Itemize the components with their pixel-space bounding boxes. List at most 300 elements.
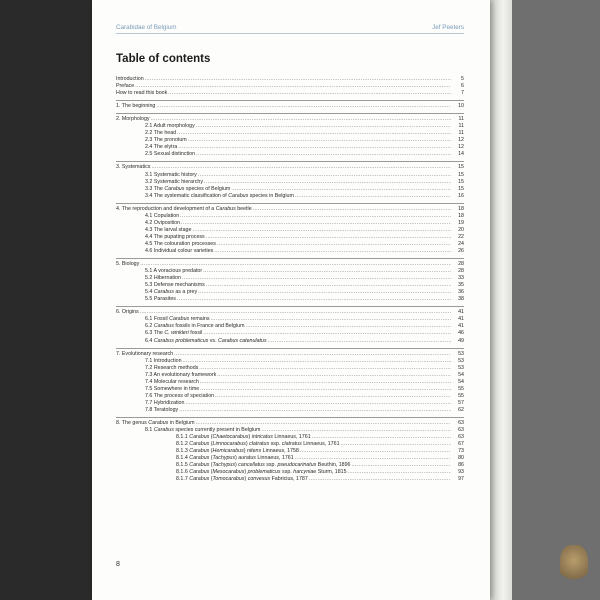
italic-text: clatratus	[281, 441, 302, 448]
toc-entry-page: 63	[458, 434, 464, 441]
dot-leader	[135, 83, 451, 90]
dot-leader	[352, 462, 452, 469]
toc-entry	[116, 172, 464, 179]
text: fossil	[188, 330, 203, 337]
text: 8.1	[145, 427, 154, 434]
toc-entry-label	[116, 275, 181, 282]
italic-text: problematicus	[247, 469, 281, 476]
text: 5. Biology	[116, 261, 140, 268]
toc-entry	[116, 203, 464, 213]
toc-entry	[116, 365, 464, 372]
toc-entry-label	[116, 116, 150, 123]
toc-entry-page: 53	[458, 357, 464, 364]
text: 4.2 Oviposition	[145, 219, 181, 226]
toc-entry-page: 53	[458, 350, 464, 357]
toc-entry	[116, 441, 464, 448]
italic-text: Chaetocarabus	[212, 434, 249, 441]
toc-entry-label	[116, 455, 294, 462]
toc-entry-label	[116, 103, 155, 110]
toc-entry-label	[116, 137, 187, 144]
text: in Belgium	[168, 419, 195, 426]
toc-entry-label	[116, 151, 195, 158]
toc-entry	[116, 137, 464, 144]
toc-entry	[116, 316, 464, 323]
dot-leader	[168, 90, 451, 97]
dot-leader	[312, 434, 451, 441]
italic-text: clatratus	[249, 441, 270, 448]
toc-entry-label	[116, 90, 167, 97]
dot-leader	[253, 206, 451, 213]
italic-text: Carabus	[189, 476, 210, 483]
toc-entry	[116, 476, 464, 483]
italic-text: Mesocarabus	[212, 469, 245, 476]
toc-entry-label	[116, 379, 199, 386]
dot-leader	[185, 400, 451, 407]
text: Preface	[116, 83, 135, 90]
dot-leader	[210, 316, 451, 323]
dot-leader	[206, 282, 451, 289]
toc-entry-page: 38	[458, 296, 464, 303]
toc-entry	[116, 213, 464, 220]
toc-entry	[116, 144, 464, 151]
text: 7. Evolutionary research	[116, 350, 174, 357]
toc-entry-label	[116, 386, 199, 393]
italic-text: Carabus catenulatus	[218, 337, 267, 344]
toc-entry	[116, 90, 464, 97]
toc-entry-page: 41	[458, 316, 464, 323]
text: 4.4 The pupating process	[145, 233, 205, 240]
text: 1. The beginning	[116, 103, 156, 110]
toc-entry-page: 15	[458, 171, 464, 178]
text: 8. The genus	[116, 419, 149, 426]
toc-entry-page: 41	[458, 309, 464, 316]
dot-leader	[181, 220, 451, 227]
text: 6.1 Fossil	[145, 316, 170, 323]
toc-entry	[116, 338, 464, 345]
toc-entry-page: 28	[458, 268, 464, 275]
toc-entry-label	[116, 407, 178, 414]
toc-entry-page: 5	[461, 76, 464, 82]
text: species of Belgium	[184, 185, 231, 192]
text: (	[209, 469, 213, 476]
italic-text: Carabus	[189, 469, 210, 476]
dot-leader	[174, 351, 451, 358]
dot-leader	[183, 358, 451, 365]
toc-entry-page: 14	[458, 151, 464, 158]
toc-entry-page: 46	[458, 330, 464, 337]
text: 3. Systematics	[116, 164, 151, 171]
dot-leader	[198, 172, 451, 179]
toc-entry-page: 63	[458, 419, 464, 426]
toc-entry-label	[116, 351, 173, 358]
text: 7.7 Hybridization	[145, 399, 185, 406]
toc-entry-page: 11	[458, 123, 464, 130]
italic-text: convexus	[247, 476, 271, 483]
italic-text: Carabus	[228, 192, 249, 199]
dot-leader	[206, 234, 451, 241]
toc-entry-page: 11	[458, 116, 464, 123]
text: fossils in France and Belgium	[173, 323, 245, 330]
italic-text: nitens	[247, 448, 262, 455]
text: )	[244, 476, 248, 483]
dot-leader	[182, 275, 451, 282]
toc-entry	[116, 186, 464, 193]
text: as a prey	[173, 289, 198, 296]
background-left	[0, 0, 92, 600]
toc-entry-page: 41	[458, 323, 464, 330]
toc-entry-page: 6	[461, 83, 464, 90]
toc-entry-page: 15	[458, 178, 464, 185]
dot-leader	[177, 296, 451, 303]
toc-entry	[116, 161, 464, 171]
dot-leader	[188, 137, 451, 144]
text: 2.1 Adult morphology	[145, 123, 195, 130]
dot-leader	[196, 123, 451, 130]
toc-entry-label	[116, 462, 351, 469]
table-of-contents	[116, 76, 464, 483]
dot-leader	[341, 441, 451, 448]
text: )	[235, 455, 239, 462]
text: beetle	[235, 205, 252, 212]
italic-text: Carabus	[153, 323, 174, 330]
toc-entry-page: 28	[458, 261, 464, 268]
toc-entry-page: 53	[458, 364, 464, 371]
toc-entry-label	[116, 213, 179, 220]
toc-entry	[116, 455, 464, 462]
text: 5.2 Hibernation	[145, 275, 181, 282]
dot-leader	[204, 179, 451, 186]
toc-entry	[116, 227, 464, 234]
text: 3.1 Systematic history	[145, 171, 197, 178]
toc-entry-label	[116, 193, 294, 200]
toc-entry-label	[116, 76, 144, 83]
text: 5.4	[145, 289, 154, 296]
toc-entry-page: 62	[458, 406, 464, 413]
text: 7.3 An evolutionary framework	[145, 371, 217, 378]
text: 6.3 The	[145, 330, 165, 337]
toc-entry	[116, 379, 464, 386]
toc-entry-label	[116, 358, 182, 365]
toc-entry	[116, 434, 464, 441]
toc-entry-label	[116, 338, 267, 345]
italic-text: Tachypus	[212, 455, 236, 462]
toc-entry-label	[116, 420, 195, 427]
toc-entry-label	[116, 372, 216, 379]
toc-entry	[116, 193, 464, 200]
toc-entry-page: 18	[458, 205, 464, 212]
toc-entry-label	[116, 268, 202, 275]
toc-entry-label	[116, 309, 139, 316]
toc-entry-page: 18	[458, 212, 464, 219]
text: 4.6 Individual colour varieties	[145, 247, 214, 254]
italic-text: Carabus	[153, 289, 174, 296]
text: )	[235, 462, 239, 469]
text: 8.1.3	[176, 448, 190, 455]
toc-entry-label	[116, 316, 209, 323]
italic-text: Carabus	[189, 455, 210, 462]
italic-text: cancellatus	[238, 462, 265, 469]
toc-entry	[116, 358, 464, 365]
running-header	[116, 24, 464, 34]
dot-leader	[300, 448, 451, 455]
dot-leader	[200, 379, 451, 386]
toc-entry-page: 97	[458, 476, 464, 483]
toc-entry-label	[116, 427, 260, 434]
toc-entry	[116, 448, 464, 455]
text: Beuthin, 1896	[316, 462, 351, 469]
italic-text: auratus	[238, 455, 256, 462]
toc-entry	[116, 282, 464, 289]
italic-text: pseudocarinatus	[277, 462, 317, 469]
toc-entry-label	[116, 234, 205, 241]
italic-text: C. winkleri	[164, 330, 189, 337]
toc-entry-page: 63	[458, 427, 464, 434]
toc-entry-page: 15	[458, 164, 464, 171]
toc-entry-page: 49	[458, 337, 464, 344]
toc-entry	[116, 123, 464, 130]
text: species in Belgium	[248, 192, 294, 199]
dot-leader	[246, 323, 451, 330]
italic-text: Carabus	[189, 434, 210, 441]
dot-leader	[268, 338, 451, 345]
toc-entry-page: 54	[458, 378, 464, 385]
toc-entry	[116, 179, 464, 186]
toc-entry-page: 73	[458, 448, 464, 455]
toc-entry-page: 19	[458, 219, 464, 226]
toc-entry-label	[116, 248, 213, 255]
dot-leader	[214, 248, 451, 255]
text: 6.4	[145, 337, 154, 344]
text: 3.3 The	[145, 185, 165, 192]
italic-text: Carabus	[215, 205, 236, 212]
text: 4.5 The colouration processes	[145, 240, 216, 247]
dot-leader	[196, 151, 451, 158]
italic-text: Carabus	[189, 441, 210, 448]
italic-text: Limnocarabus	[212, 441, 246, 448]
toc-entry-label	[116, 434, 311, 441]
text: species currently present in Belgium	[173, 427, 261, 434]
dot-leader	[145, 76, 451, 83]
toc-entry-page: 35	[458, 282, 464, 289]
italic-text: Carabus	[153, 427, 174, 434]
dot-leader	[196, 420, 451, 427]
toc-entry-label	[116, 241, 216, 248]
toc-entry-label	[116, 206, 252, 213]
dot-leader	[180, 213, 451, 220]
text: 2.3 The pronotum	[145, 137, 187, 144]
toc-entry-page: 20	[458, 226, 464, 233]
toc-entry	[116, 130, 464, 137]
toc-entry-label	[116, 330, 202, 337]
background-right	[512, 0, 600, 600]
text: Linnaeus, 1761	[255, 455, 294, 462]
text: )	[243, 448, 248, 455]
toc-entry-page: 80	[458, 455, 464, 462]
toc-entry-page: 12	[458, 137, 464, 144]
text: remains	[189, 316, 210, 323]
toc-entry-page: 10	[458, 103, 464, 110]
toc-entry	[116, 417, 464, 427]
pharaoh-logo-icon	[560, 545, 588, 583]
text: 4.1 Copulation	[145, 212, 180, 219]
toc-entry-page: 33	[458, 275, 464, 282]
dot-leader	[177, 130, 451, 137]
text: (	[209, 462, 213, 469]
text: 2.5 Sexual distinction	[145, 151, 196, 158]
text: 5.3 Defense mechanisms	[145, 282, 205, 289]
text: )	[244, 469, 248, 476]
italic-text: intricatus	[251, 434, 273, 441]
toc-entry-page: 36	[458, 289, 464, 296]
toc-entry	[116, 76, 464, 83]
text: (	[209, 455, 213, 462]
dot-leader	[295, 193, 451, 200]
italic-text: Hemicarabus	[212, 448, 244, 455]
text: (	[209, 441, 213, 448]
text: 2.2 The head	[145, 130, 177, 137]
toc-entry	[116, 323, 464, 330]
toc-entry-page: 11	[458, 130, 464, 137]
toc-entry-page: 12	[458, 144, 464, 151]
toc-entry-page: 55	[458, 385, 464, 392]
toc-entry-label	[116, 393, 214, 400]
dot-leader	[140, 309, 451, 316]
text: 8.1.7	[176, 476, 190, 483]
toc-entry	[116, 248, 464, 255]
toc-entry-page: 93	[458, 469, 464, 476]
text: 5.5 Parasites	[145, 296, 176, 303]
toc-entry	[116, 289, 464, 296]
toc-entry-label	[116, 172, 197, 179]
text: 7.1 Introduction	[145, 357, 182, 364]
toc-entry	[116, 469, 464, 476]
toc-entry	[116, 234, 464, 241]
text: 6.2	[145, 323, 154, 330]
toc-entry-label	[116, 400, 184, 407]
toc-entry-label	[116, 179, 203, 186]
toc-entry-label	[116, 282, 205, 289]
dot-leader	[156, 103, 451, 110]
toc-entry-page: 26	[458, 247, 464, 254]
toc-entry-page: 86	[458, 462, 464, 469]
toc-entry	[116, 372, 464, 379]
toc-entry-label	[116, 476, 308, 483]
toc-entry-label	[116, 296, 176, 303]
toc-entry-page: 54	[458, 371, 464, 378]
toc-entry-page: 15	[458, 185, 464, 192]
dot-leader	[217, 372, 451, 379]
text: 4.3 The larval stage	[145, 226, 192, 233]
text: vs.	[208, 337, 219, 344]
italic-text: Carabus	[164, 185, 185, 192]
italic-text: Tomocarabus	[212, 476, 245, 483]
italic-text: Carabus	[148, 419, 169, 426]
dot-leader	[198, 289, 451, 296]
toc-entry	[116, 306, 464, 316]
text: 8.1.2	[176, 441, 190, 448]
toc-entry	[116, 258, 464, 268]
italic-text: Carabus	[169, 316, 190, 323]
toc-entry-page: 24	[458, 240, 464, 247]
toc-entry-page: 57	[458, 399, 464, 406]
toc-entry	[116, 220, 464, 227]
toc-entry-label	[116, 227, 191, 234]
page-number: 8	[116, 561, 120, 568]
header-book-title: Carabidae of Belgium	[116, 24, 177, 31]
text: 7.2 Research methods	[145, 364, 199, 371]
dot-leader	[203, 330, 451, 337]
text: 6. Origins	[116, 309, 139, 316]
text: 3.2 Systematic hierarchy	[145, 178, 203, 185]
text: 8.1.1	[176, 434, 190, 441]
text: ssp.	[280, 469, 294, 476]
text: 5.1 A voracious predator	[145, 268, 203, 275]
book-spine	[490, 0, 512, 600]
page-title: Table of contents	[116, 53, 211, 65]
dot-leader	[261, 427, 451, 434]
text: 8.1.5	[176, 462, 190, 469]
toc-entry-label	[116, 164, 150, 171]
dot-leader	[199, 365, 451, 372]
toc-entry	[116, 400, 464, 407]
dot-leader	[140, 261, 451, 268]
toc-entry-label	[116, 448, 299, 455]
toc-entry-label	[116, 130, 176, 137]
text: 7.4 Molecular research	[145, 378, 199, 385]
dot-leader	[217, 241, 451, 248]
toc-entry	[116, 330, 464, 337]
text: (	[209, 448, 213, 455]
text: (	[209, 476, 213, 483]
toc-entry	[116, 393, 464, 400]
text: 7.8 Teratology	[145, 406, 179, 413]
text: ssp.	[264, 462, 278, 469]
text: 8.1.4	[176, 455, 190, 462]
toc-entry-page: 67	[458, 441, 464, 448]
toc-entry-label	[116, 144, 177, 151]
dot-leader	[348, 469, 451, 476]
text: 8.1.6	[176, 469, 190, 476]
text: 7.5 Somewhere in time	[145, 385, 200, 392]
toc-entry-label	[116, 469, 347, 476]
book-page	[92, 0, 490, 600]
dot-leader	[151, 116, 451, 123]
toc-entry-label	[116, 123, 195, 130]
toc-entry-page: 7	[461, 90, 464, 97]
dot-leader	[231, 186, 451, 193]
italic-text: Carabus	[189, 448, 210, 455]
text: 2. Morphology	[116, 116, 150, 123]
dot-leader	[178, 144, 451, 151]
toc-entry	[116, 296, 464, 303]
toc-entry-label	[116, 365, 198, 372]
dot-leader	[295, 455, 451, 462]
dot-leader	[200, 386, 451, 393]
text: Linnaeus, 1761	[301, 441, 340, 448]
text: Linnaeus, 1758	[261, 448, 299, 455]
toc-entry-label	[116, 289, 197, 296]
dot-leader	[151, 164, 451, 171]
dot-leader	[309, 476, 451, 483]
toc-entry-label	[116, 261, 139, 268]
text: 2.4 The elytra	[145, 144, 178, 151]
toc-entry	[116, 275, 464, 282]
text: Linnaeus, 1761	[272, 434, 311, 441]
toc-entry	[116, 427, 464, 434]
toc-entry-label	[116, 441, 340, 448]
header-author: Jef Peeters	[432, 24, 464, 31]
toc-entry-page: 22	[458, 233, 464, 240]
